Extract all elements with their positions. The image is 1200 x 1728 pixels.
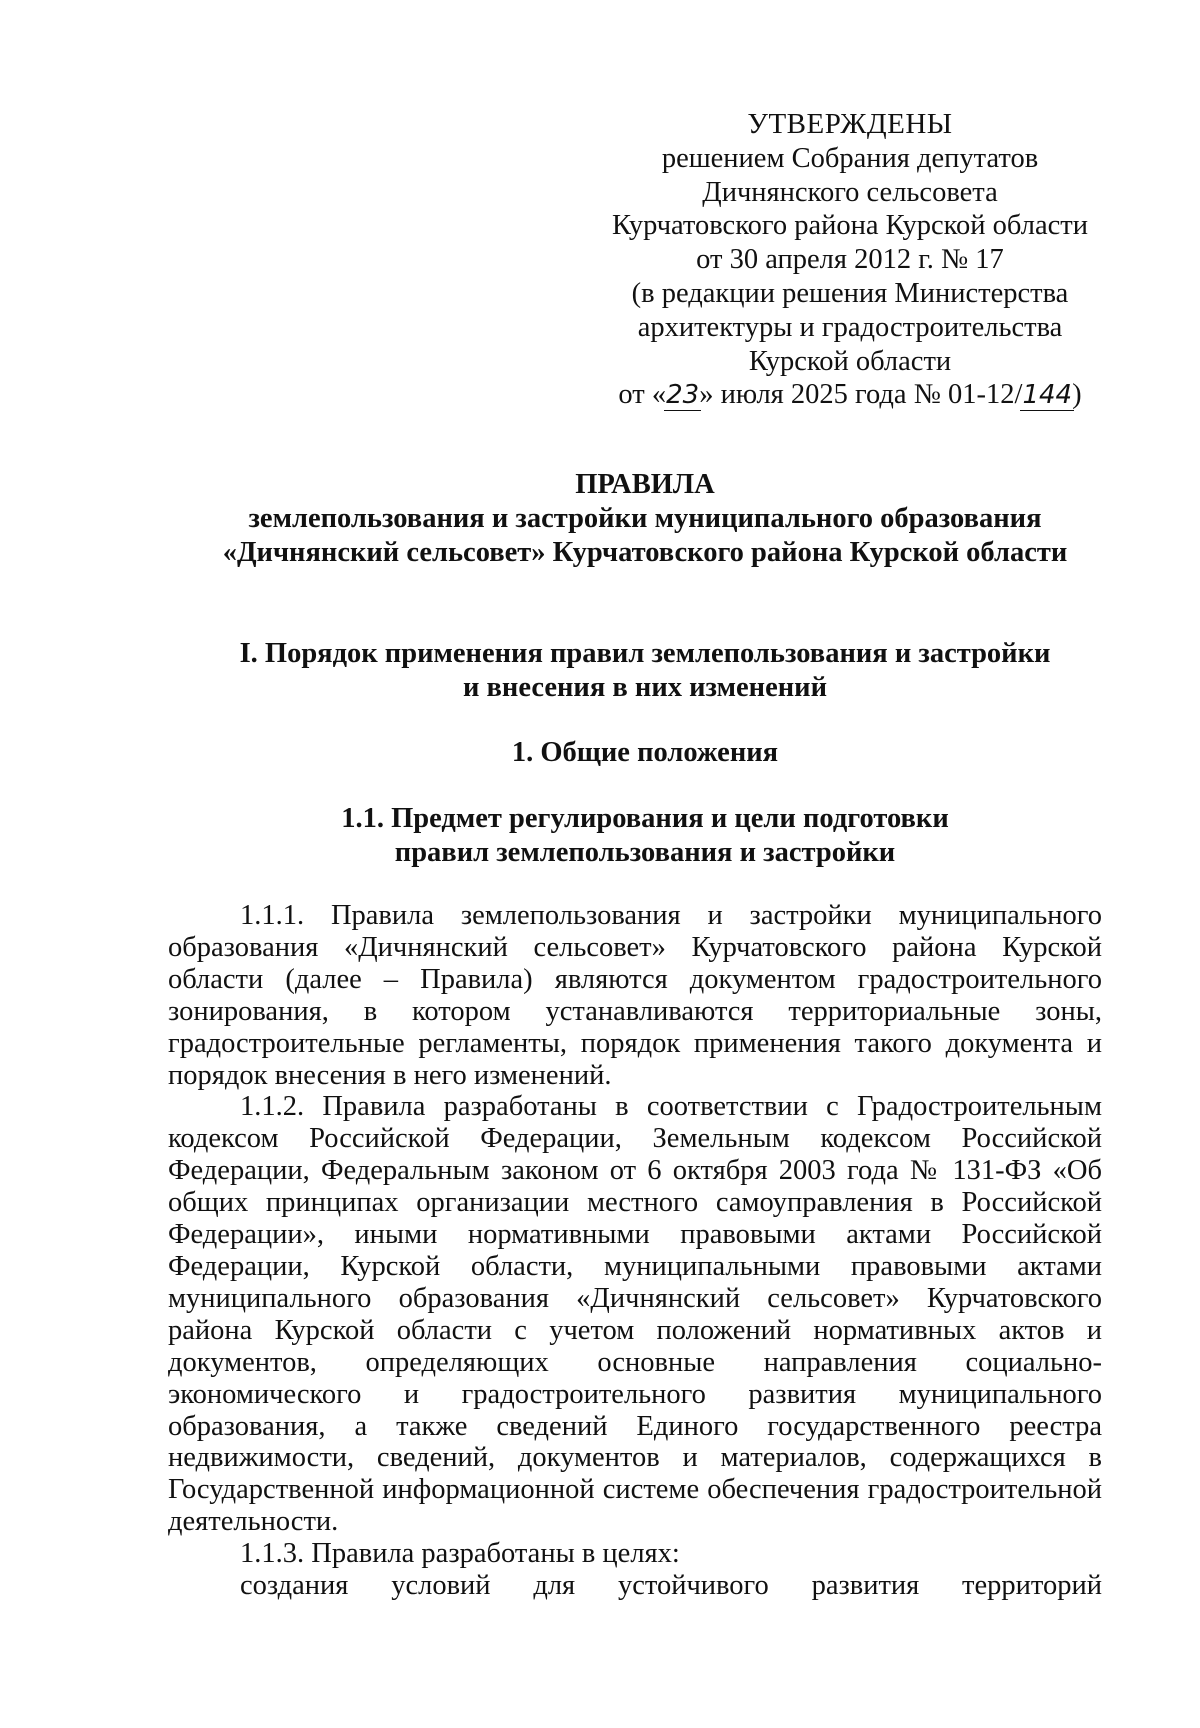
paragraph-1-1-3: 1.1.3. Правила разработаны в целях: — [240, 1538, 680, 1570]
subsection-heading: 1. Общие положения — [511, 737, 779, 768]
paragraph-goals-start: создания условий для устойчивого развития территорий — [240, 1570, 1102, 1602]
document-title-line: «Дичнянский сельсовет» Курчатовского района Курской области — [222, 537, 1068, 568]
paragraph-1-1-1: 1.1.1. Правила землепользования и застройки муниципального образования «Дичнянский сельсовет» Курчатовского района Курской области (далее – Правила) являются документом градостроительного зонирования, в котором устанавливаются территориальные зоны, градостроительные регламенты, порядок применения такого документа и порядок внесения в него изменений. — [168, 900, 1102, 1091]
section-heading-line: I. Порядок применения правил землепользования и застройки — [239, 638, 1051, 669]
approval-stamp-block — [600, 108, 1100, 413]
approval-line: Курчатовского района Курской области — [612, 210, 1088, 242]
approval-line: Дичнянского сельсовета — [702, 176, 998, 208]
section-heading-line: и внесения в них изменений — [463, 672, 827, 703]
paragraph-1-1-2: 1.1.2. Правила разработаны в соответствии с Градостроительным кодексом Российской Федерации, Земельным кодексом Российской Федерации, Федеральным законом от 6 октября 2003 года № 131-ФЗ «Об общих принципах организации местного самоуправления в Российской Федерации», иными нормативными правовыми актами Российской Федерации, Курской области, муниципальными правовыми актами муниципального образования «Дичнянский сельсовет» Курчатовского района Курской области с учетом положений нормативных актов и документов, определяющих основные направления социально-экономического и градостроительного развития муниципального образования, а также сведений Единого государственного реестра недвижимости, сведений, документов и материалов, содержащихся в Государственной информационной системе обеспечения градостроительной деятельности. — [168, 1091, 1102, 1538]
date-prefix: от « — [618, 379, 667, 411]
approval-date-line — [600, 378, 1100, 413]
handwritten-day: 23 — [666, 379, 699, 413]
subsubsection-heading — [150, 802, 1140, 870]
body-text — [168, 900, 1102, 1602]
subsubsection-heading-line: правил землепользования и застройки — [394, 837, 896, 868]
date-suffix: ) — [1072, 379, 1082, 411]
approval-line: от 30 апреля 2012 г. № 17 — [696, 244, 1004, 276]
subsubsection-heading-line: 1.1. Предмет регулирования и цели подготовки — [341, 803, 949, 834]
document-title — [150, 468, 1140, 570]
document-title-heading: ПРАВИЛА — [575, 469, 715, 500]
document-title-line: землепользования и застройки муниципального образования — [248, 503, 1042, 534]
approval-line: (в редакции решения Министерства — [631, 277, 1069, 309]
approval-line: Курской области — [748, 345, 952, 377]
section-heading — [150, 637, 1140, 705]
approval-line: архитектуры и градостроительства — [637, 311, 1063, 343]
date-middle: » июля 2025 года № 01-12/ — [699, 379, 1023, 411]
approval-title: УТВЕРЖДЕНЫ — [747, 108, 953, 140]
handwritten-number: 144 — [1022, 379, 1072, 413]
approval-line: решением Собрания депутатов — [661, 142, 1039, 174]
